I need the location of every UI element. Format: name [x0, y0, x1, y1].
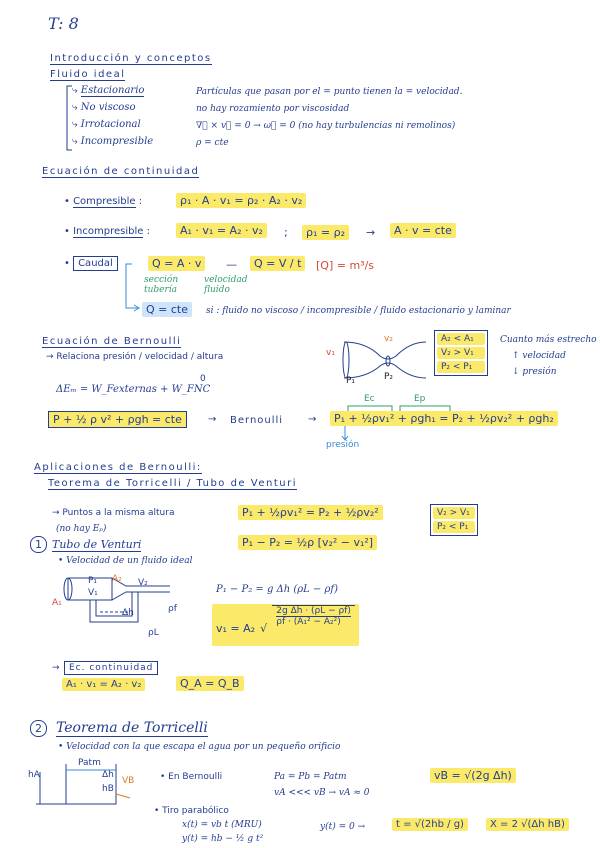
intro-row: ⤷ Incompresible — [72, 136, 154, 147]
venturi-desc: • Velocidad de un fluido ideal — [58, 556, 193, 566]
intro-row: ⤷ Estacionario — [72, 85, 145, 96]
app-eq1: P₁ + ½ρv₁² = P₂ + ½ρv₂² — [238, 505, 383, 520]
intro-row-desc: ρ = cte — [196, 138, 229, 148]
app-eq2: P₁ − P₂ = ½ρ [v₂² − v₁²] — [238, 535, 377, 550]
t-vb: VB — [122, 776, 135, 786]
caudal-eq2: Q = V / t — [250, 256, 305, 271]
dash: — — [226, 258, 237, 271]
x-final: X = 2 √(Δh hB) — [486, 818, 569, 831]
brace-icon — [346, 404, 456, 412]
arrow-icon: → — [366, 226, 376, 239]
continuity-label: Ec. continuidad — [64, 661, 158, 675]
bracket-icon — [64, 84, 74, 154]
vb-eq: vB = √(2g Δh) — [430, 768, 516, 783]
v-rf: ρf — [168, 604, 177, 614]
t-hb: hB — [102, 784, 114, 794]
en-bernoulli: • En Bernoulli — [160, 772, 223, 782]
page-title: T: 8 — [48, 14, 79, 33]
intro-row-desc: ∇⃗ × v⃗ = 0 → ω⃗ = 0 (no hay turbulencias ni remolinos) — [196, 121, 456, 131]
intro-sub: Fluido ideal — [50, 69, 126, 80]
ep-label: Ep — [414, 394, 426, 404]
incompressible-eq: A₁ · v₁ = A₂ · v₂ — [176, 223, 267, 238]
side-note: Cuanto más estrecho — [500, 335, 597, 345]
bernoulli-label: Bernoulli — [230, 415, 284, 426]
condition-box: A₂ < A₁ V₂ > V₁ P₂ < P₁ — [434, 330, 488, 376]
pa-eq: Pa = Pb = Patm — [274, 772, 347, 782]
va-eq: vA <<< vB → vA ≈ 0 — [274, 788, 370, 798]
v-dh: Δh — [122, 608, 134, 618]
intro-heading: Introducción y conceptos — [50, 53, 212, 64]
energy-sup: 0 — [200, 374, 206, 384]
bernoulli-heading: Ecuación de Bernoulli — [42, 336, 182, 347]
v2-label: v₂ — [384, 334, 393, 344]
t-dh: Δh — [102, 770, 114, 780]
p2-label: P₂ — [384, 372, 394, 382]
torricelli-desc: • Velocidad con la que escapa el agua por un pequeño orificio — [58, 742, 341, 752]
q-cte-note: si : fluido no viscoso / incompresible / fluido estacionario y laminar — [206, 306, 511, 316]
incompressible-row: • Incompresible : — [64, 226, 150, 237]
no-ep: (no hay Eₚ) — [56, 524, 107, 534]
side-note: ↓ presión — [512, 367, 557, 377]
arrow-icon: → — [52, 663, 60, 673]
intro-row-desc: no hay rozamiento por viscosidad — [196, 104, 350, 114]
same-height: → Puntos a la misma altura — [52, 508, 175, 518]
compressible-eq: ρ₁ · A · v₁ = ρ₂ · A₂ · v₂ — [176, 193, 306, 208]
venturi-eq1: P₁ − P₂ = g Δh (ρL − ρf) — [216, 584, 339, 595]
caudal-units: [Q] = m³/s — [316, 259, 375, 272]
presion-label: presión — [326, 440, 360, 450]
venturi-title: Tubo de Venturi — [52, 538, 142, 551]
t-eq: t = √(2hb / g) — [392, 818, 468, 831]
av-eq: A · v = cte — [390, 223, 456, 238]
bracket-arrow-icon — [122, 262, 142, 312]
caudal-row: • Caudal — [64, 258, 118, 269]
v-v1: V₁ — [88, 588, 98, 598]
venturi-continuity-eq: A₁ · v₁ = A₂ · v₂ — [62, 678, 145, 691]
torricelli-title: Teorema de Torricelli — [56, 720, 208, 736]
q-cte: Q = cte — [142, 302, 192, 317]
bernoulli-relation: → Relaciona presión / velocidad / altura — [46, 352, 224, 362]
side-note: ↑ velocidad — [512, 351, 566, 361]
y-eq: y(t) = hb − ½ g t² — [182, 834, 264, 844]
v1-label: v₁ — [326, 348, 335, 358]
section-number: 2 — [30, 722, 47, 735]
full-eq: P₁ + ½ρv₁² + ρgh₁ = P₂ + ½ρv₂² + ρgh₂ — [330, 411, 558, 426]
applications-heading: Aplicaciones de Bernoulli: — [34, 462, 202, 473]
caudal-eq: Q = A · v — [148, 256, 205, 271]
main-eq: P + ½ ρ v² + ρgh = cte — [48, 411, 187, 428]
ec-label: Ec — [364, 394, 375, 404]
energy-eq: ΔEₘ = W_Fexternas + W_FNC — [56, 384, 211, 395]
yt-eq: y(t) = 0 → — [320, 822, 366, 832]
compressible-row: • Compresible : — [64, 196, 143, 207]
venturi-eq2: $_{v_1 = A_2}$ $_√$ $\frac{\text{2g Δh · (ρL − ρf)}}{\text{ρf · (A₁² − A₂²)}}$ — [212, 604, 359, 646]
rho-eq: ρ₁ = ρ₂ — [302, 225, 349, 240]
arrow-icon: → — [308, 414, 317, 425]
t-ha: hA — [28, 770, 40, 780]
v-a2: A₂ — [112, 574, 122, 584]
intro-row-desc: Partículas que pasan por el = punto tienen la = velocidad. — [196, 87, 463, 97]
note-velocidad: velocidad fluido — [204, 275, 248, 295]
intro-row: ⤷ No viscoso — [72, 102, 136, 113]
x-eq: x(t) = vb t (MRU) — [182, 820, 262, 830]
arrow-icon: → — [208, 414, 217, 425]
section-number: 1 — [30, 538, 47, 551]
continuity-heading: Ecuación de continuidad — [42, 166, 200, 177]
app-condition-box: V₂ > V₁ P₂ < P₁ — [430, 504, 478, 536]
p1-label: P₁ — [346, 376, 356, 386]
separator: ; — [284, 226, 288, 239]
v-p1: P₁ — [88, 576, 98, 586]
t-patm: Patm — [78, 758, 101, 768]
v-v2: V₂ — [138, 578, 148, 588]
applications-subtitle: Teorema de Torricelli / Tubo de Venturi — [48, 478, 297, 489]
v-pl: ρL — [148, 628, 159, 638]
note-seccion: sección tubería — [144, 275, 179, 295]
intro-row: ⤷ Irrotacional — [72, 119, 141, 130]
tiro-label: • Tiro parabólico — [154, 806, 229, 816]
q-eq: Q_A = Q_B — [176, 676, 244, 691]
v-a1: A₁ — [52, 598, 62, 608]
